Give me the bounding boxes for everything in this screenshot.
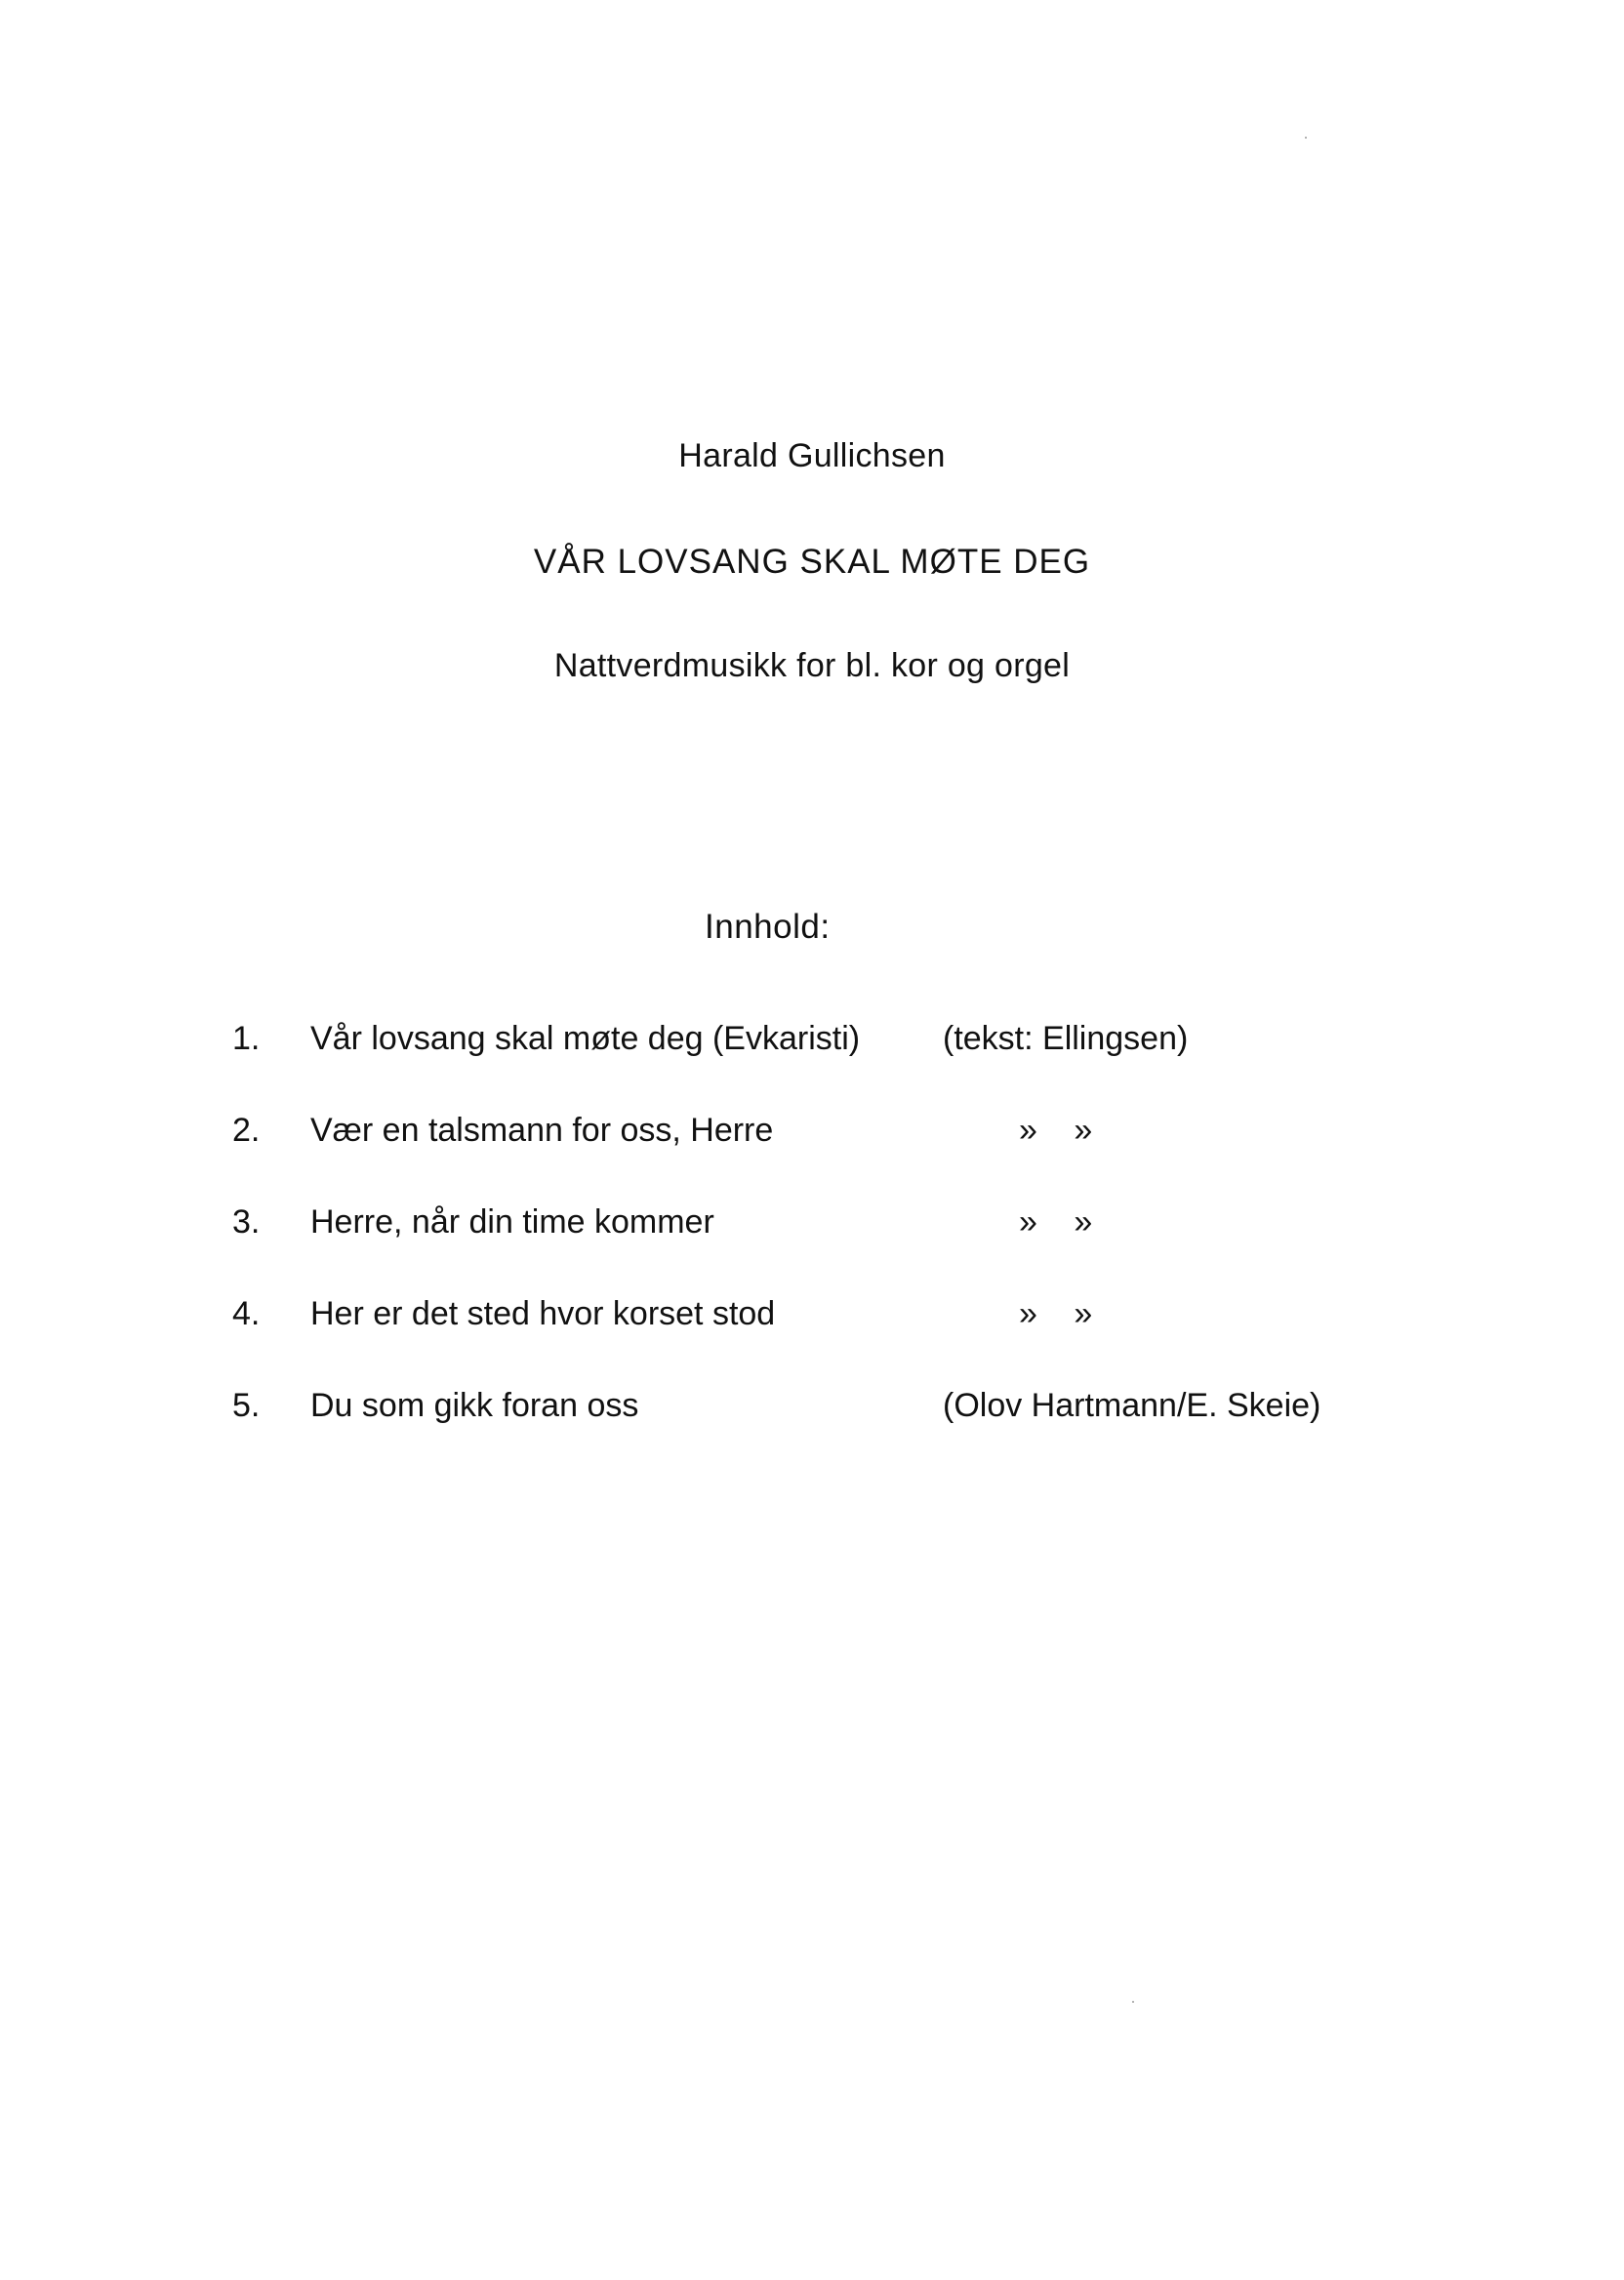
- item-credit-ditto: » »: [1019, 1295, 1107, 1332]
- composer-name: Harald Gullichsen: [678, 437, 946, 474]
- work-title: VÅR LOVSANG SKAL MØTE DEG: [533, 543, 1091, 581]
- contents-item-5: [0, 1387, 1624, 1436]
- item-credit-ditto: » »: [1019, 1112, 1107, 1149]
- item-credit: (Olov Hartmann/E. Skeie): [943, 1387, 1321, 1424]
- work-subtitle: Nattverdmusikk for bl. kor og orgel: [553, 647, 1071, 684]
- contents-heading: Innhold:: [705, 908, 831, 946]
- scan-speck: [1132, 2001, 1134, 2003]
- item-title: Her er det sted hvor korset stod: [310, 1295, 776, 1332]
- item-title: Du som gikk foran oss: [310, 1387, 639, 1424]
- item-number: 4.: [232, 1295, 261, 1332]
- item-credit: (tekst: Ellingsen): [943, 1020, 1189, 1057]
- scan-speck: [1305, 137, 1307, 139]
- item-number: 3.: [232, 1203, 261, 1241]
- item-number: 2.: [232, 1112, 261, 1149]
- contents-item-4: [0, 1295, 1624, 1344]
- contents-item-1: [0, 1020, 1624, 1069]
- item-credit-ditto: » »: [1019, 1203, 1107, 1241]
- item-title: Vær en talsmann for oss, Herre: [310, 1112, 774, 1149]
- item-title: Herre, når din time kommer: [310, 1203, 714, 1241]
- item-number: 1.: [232, 1020, 261, 1057]
- item-title: Vår lovsang skal møte deg (Evkaristi): [310, 1020, 861, 1057]
- contents-item-2: [0, 1112, 1624, 1160]
- contents-item-3: [0, 1203, 1624, 1252]
- item-number: 5.: [232, 1387, 261, 1424]
